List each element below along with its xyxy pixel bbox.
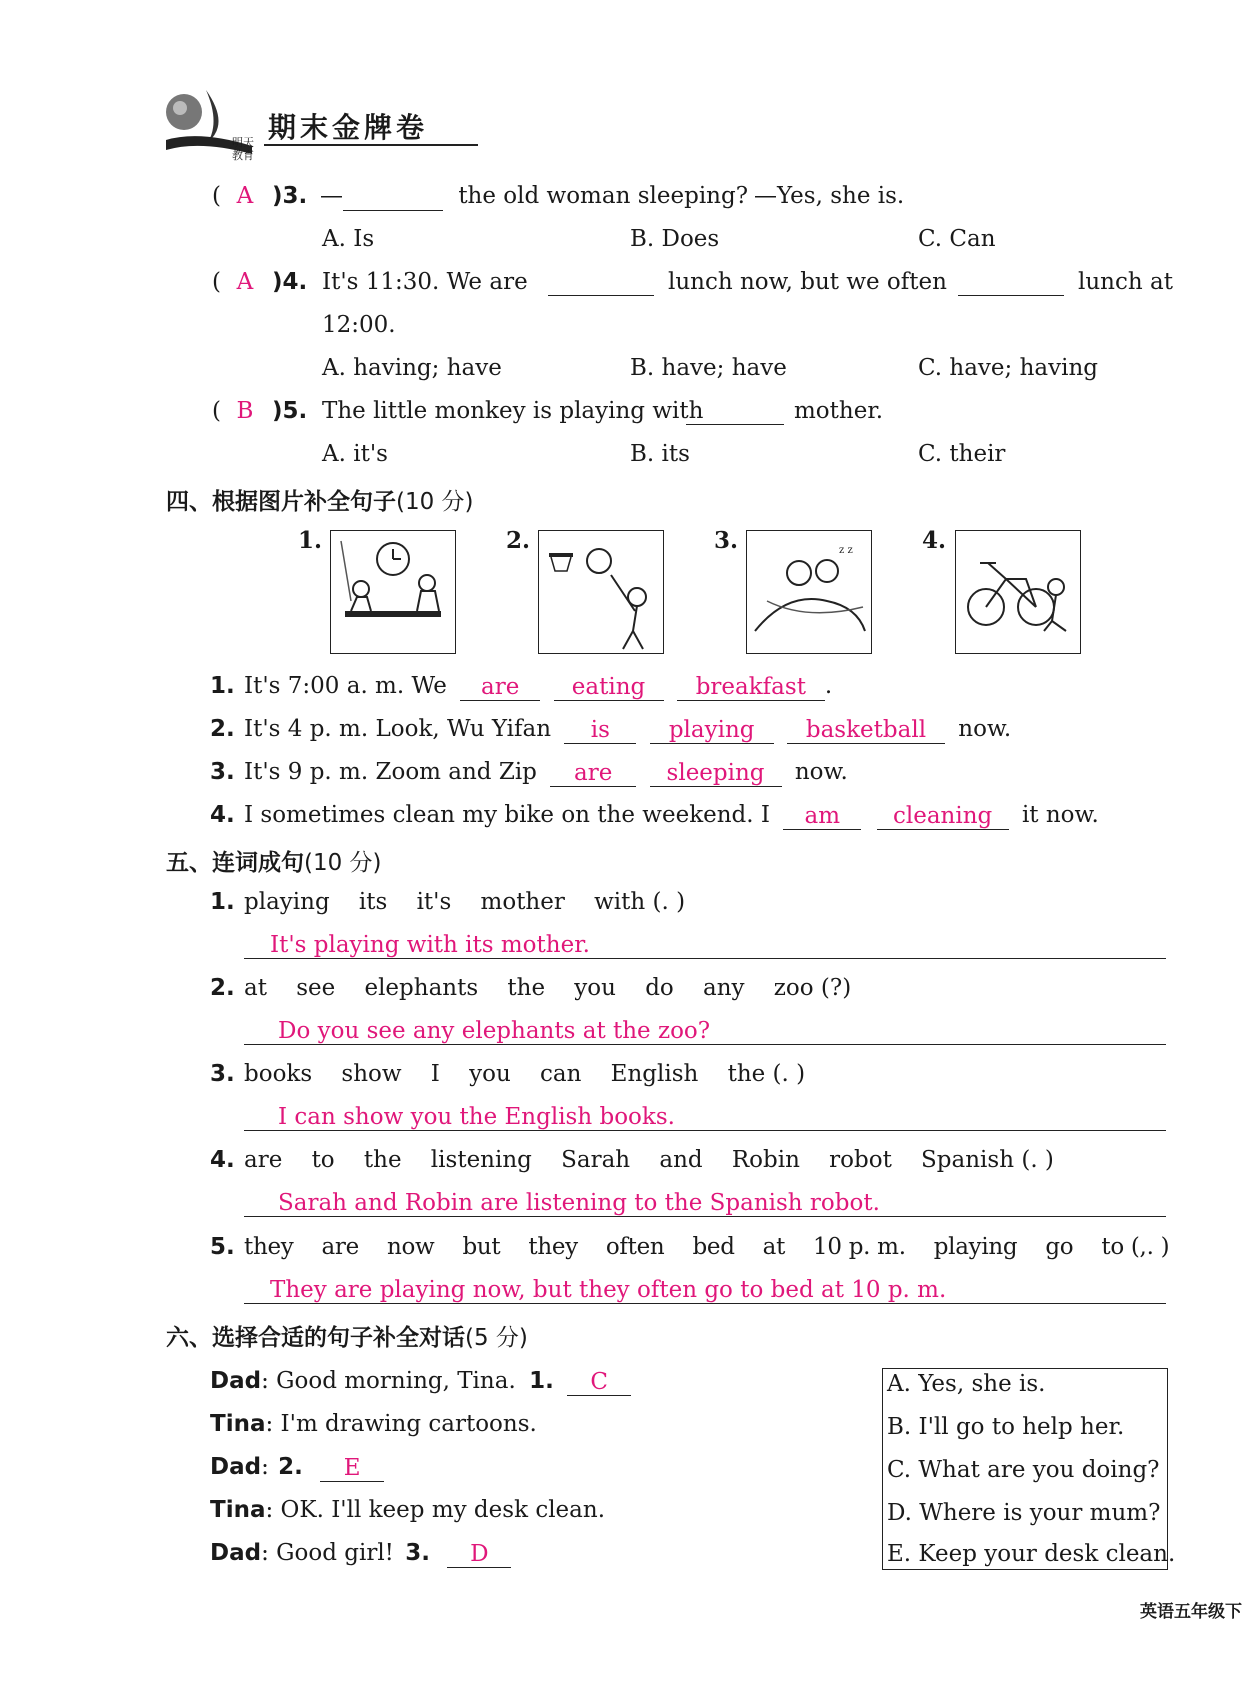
pic-label-1: 1. bbox=[298, 527, 323, 554]
options-box bbox=[882, 1368, 1176, 1570]
q4-stem-time: 12:00. bbox=[322, 312, 396, 338]
q5-option-c: C. their bbox=[918, 441, 1006, 467]
s5-item-5-words: they are now but they often bed at 10 p. m. playing go to (,. ) bbox=[244, 1234, 1170, 1260]
logo-caption: 明天教育 bbox=[232, 136, 254, 162]
option-d: D. Where is your mum? bbox=[887, 1500, 1161, 1526]
q5-stem-end: mother. bbox=[794, 398, 884, 424]
q3-num: )3. bbox=[272, 183, 308, 209]
s4-item-2-num: 2. bbox=[210, 716, 235, 742]
s5-item-3-line bbox=[244, 1130, 1166, 1131]
q4-stem-end: lunch at bbox=[1078, 269, 1173, 295]
footer-label: 英语五年级下 bbox=[1140, 1602, 1242, 1622]
s4-item-4: I sometimes clean my bike on the weekend. I am cleaning it now. bbox=[244, 802, 1099, 829]
q4-blank-2 bbox=[958, 295, 1064, 296]
q4-option-c: C. have; having bbox=[918, 355, 1099, 381]
pic-label-2: 2. bbox=[506, 527, 531, 554]
basketball-scene-icon bbox=[539, 531, 663, 653]
s5-item-2-num: 2. bbox=[210, 975, 235, 1001]
option-c: C. What are you doing? bbox=[887, 1457, 1160, 1483]
picture-bike bbox=[955, 530, 1081, 654]
s4-item-4-num: 4. bbox=[210, 802, 235, 828]
bike-scene-icon bbox=[956, 531, 1080, 653]
q4-stem: It's 11:30. We are bbox=[322, 269, 528, 295]
header bbox=[160, 84, 480, 170]
s4-item-2-answer-1: is bbox=[564, 715, 636, 744]
s5-item-4-words: are to the listening Sarah and Robin robot Spanish (. ) bbox=[244, 1147, 1054, 1173]
svg-text:z z: z z bbox=[839, 545, 853, 556]
dialogue-line-4: Tina: OK. I'll keep my desk clean. bbox=[210, 1497, 606, 1523]
s5-item-4-line bbox=[244, 1216, 1166, 1217]
dialogue-line-2: Tina: I'm drawing cartoons. bbox=[210, 1411, 537, 1437]
q3-option-b: B. Does bbox=[630, 226, 720, 252]
q3-option-a: A. Is bbox=[322, 226, 375, 252]
s4-item-1: It's 7:00 a. m. We are eating breakfast . bbox=[244, 673, 833, 700]
q5-stem: The little monkey is playing with bbox=[322, 398, 704, 424]
dialogue-answer-3: D bbox=[447, 1539, 511, 1568]
s4-item-1-answer-2: eating bbox=[554, 672, 664, 701]
section6-heading: 六、选择合适的句子补全对话(5 分) bbox=[166, 1325, 528, 1351]
s4-item-3: It's 9 p. m. Zoom and Zip are sleeping now. bbox=[244, 759, 848, 786]
q3-reply: —Yes, she is. bbox=[754, 183, 905, 209]
s4-item-4-answer-2: cleaning bbox=[877, 801, 1009, 830]
q4-stem-mid: lunch now, but we often bbox=[668, 269, 947, 295]
dialogue-answer-2: E bbox=[320, 1453, 384, 1482]
pic-label-3: 3. bbox=[714, 527, 739, 554]
s4-item-4-answer-1: am bbox=[783, 801, 861, 830]
q5-option-b: B. its bbox=[630, 441, 690, 467]
s4-item-1-answer-3: breakfast bbox=[677, 672, 825, 701]
q4-blank-1 bbox=[548, 295, 654, 296]
s5-item-2-line bbox=[244, 1044, 1166, 1045]
s4-item-3-num: 3. bbox=[210, 759, 235, 785]
s5-item-1-words: playing its it's mother with (. ) bbox=[244, 889, 686, 915]
s5-item-3-num: 3. bbox=[210, 1061, 235, 1087]
dialogue-line-1: Dad: Good morning, Tina. 1. C bbox=[210, 1366, 631, 1396]
s4-item-1-num: 1. bbox=[210, 673, 235, 699]
q5-option-a: A. it's bbox=[322, 441, 388, 467]
s5-item-4-num: 4. bbox=[210, 1147, 235, 1173]
q3-blank bbox=[343, 182, 443, 211]
s5-item-3-answer: I can show you the English books. bbox=[278, 1104, 675, 1130]
s5-item-2-answer: Do you see any elephants at the zoo? bbox=[278, 1018, 711, 1044]
s4-item-2-answer-3: basketball bbox=[787, 715, 945, 744]
picture-breakfast bbox=[330, 530, 456, 654]
s5-item-1-answer: It's playing with its mother. bbox=[270, 932, 590, 958]
s4-item-2-answer-2: playing bbox=[650, 715, 774, 744]
title-underline bbox=[264, 144, 478, 146]
s4-item-2: It's 4 p. m. Look, Wu Yifan is playing basketball now. bbox=[244, 716, 1012, 743]
q4-option-b: B. have; have bbox=[630, 355, 787, 381]
picture-basketball bbox=[538, 530, 664, 654]
q3-option-c: C. Can bbox=[918, 226, 996, 252]
q4-option-a: A. having; have bbox=[322, 355, 502, 381]
section5-heading: 五、连词成句(10 分) bbox=[166, 850, 382, 876]
q5-num: )5. bbox=[272, 398, 308, 424]
section4-heading: 四、根据图片补全句子(10 分) bbox=[166, 489, 474, 515]
s5-item-1-num: 1. bbox=[210, 889, 235, 915]
breakfast-scene-icon bbox=[331, 531, 455, 653]
page-title: 期末金牌卷 bbox=[268, 111, 429, 144]
s5-item-5-num: 5. bbox=[210, 1234, 235, 1260]
s5-item-3-words: books show I you can English the (. ) bbox=[244, 1061, 806, 1087]
s5-item-4-answer: Sarah and Robin are listening to the Spanish robot. bbox=[278, 1190, 880, 1216]
dialogue-line-5: Dad: Good girl! 3. D bbox=[210, 1538, 511, 1568]
q4-paren: ( A bbox=[212, 267, 269, 297]
s5-item-2-words: at see elephants the you do any zoo (?) bbox=[244, 975, 852, 1001]
q3-answer: A bbox=[236, 183, 254, 209]
s4-item-1-answer-1: are bbox=[460, 672, 540, 701]
pic-label-4: 4. bbox=[922, 527, 947, 554]
sleeping-scene-icon bbox=[747, 531, 871, 653]
q4-answer: A bbox=[236, 269, 254, 295]
s4-item-3-answer-1: are bbox=[550, 758, 636, 787]
option-b: B. I'll go to help her. bbox=[887, 1414, 1125, 1440]
option-e: E. Keep your desk clean. bbox=[887, 1541, 1176, 1567]
s5-item-5-answer: They are playing now, but they often go to bed at 10 p. m. bbox=[270, 1277, 947, 1303]
q5-answer: B bbox=[236, 398, 254, 424]
s4-item-3-answer-2: sleeping bbox=[650, 758, 782, 787]
option-a: A. Yes, she is. bbox=[887, 1371, 1046, 1397]
q3-paren: ( A bbox=[212, 181, 269, 211]
q3-stem: — the old woman sleeping? bbox=[320, 183, 749, 209]
q5-blank bbox=[686, 424, 784, 425]
q4-num: )4. bbox=[272, 269, 308, 295]
s5-item-5-line bbox=[244, 1303, 1166, 1304]
dialogue-answer-1: C bbox=[567, 1367, 631, 1396]
dialogue-line-3: Dad: 2. E bbox=[210, 1452, 384, 1482]
s5-item-1-line bbox=[244, 958, 1166, 959]
q5-paren: ( B bbox=[212, 396, 269, 426]
picture-sleeping bbox=[746, 530, 872, 654]
